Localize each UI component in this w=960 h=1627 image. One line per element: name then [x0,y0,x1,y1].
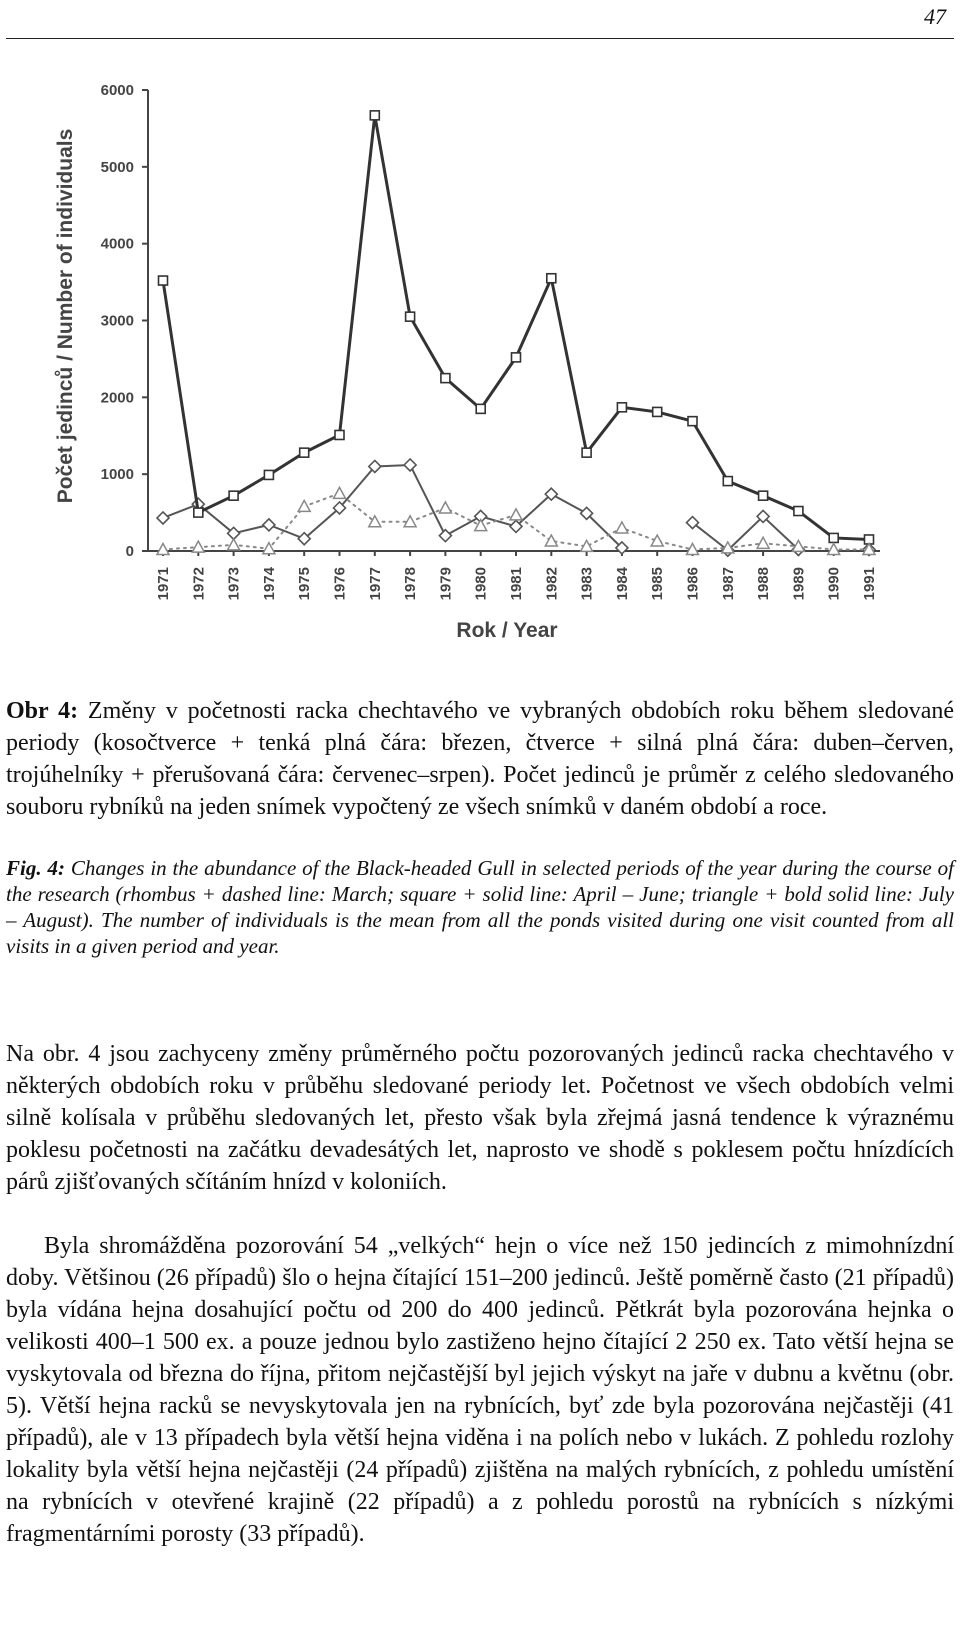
triangle-marker [439,502,451,513]
triangle-marker [510,509,522,520]
triangle-marker [616,522,628,533]
diamond-marker [157,512,169,524]
x-tick-label: 1985 [649,567,667,601]
square-marker [229,491,238,500]
square-marker [829,533,838,542]
x-axis-title: Rok / Year [456,619,558,642]
square-marker [794,507,803,516]
square-marker [512,353,521,362]
abundance-chart [54,70,920,670]
x-tick-label: 1979 [437,567,455,601]
y-tick-label: 0 [125,543,134,560]
x-tick-label: 1972 [190,567,208,601]
page-number: 47 [924,4,946,29]
square-marker [370,111,379,120]
diamond-marker [404,459,416,471]
triangle-marker [192,541,204,552]
square-marker [582,448,591,457]
square-marker [688,417,697,426]
x-tick-label: 1980 [472,567,490,601]
x-tick-label: 1975 [296,567,314,601]
triangle-marker [298,500,310,511]
x-tick-label: 1982 [543,567,561,601]
caption-czech-label: Obr 4: [6,698,79,724]
y-tick-label: 4000 [100,235,134,253]
square-marker [617,403,626,412]
caption-english-text: Changes in the abundance of the Black-headed Gull in selected periods of the year during the course of the research (rhombus + dashed line: March; square + solid line: April – June; triangle + bold solid line: July – August). The number of individuals is the mean from all the ponds visited during one visit counted from all visits in a given period and year. [6,856,954,958]
triangle-marker [475,520,487,531]
triangle-marker [228,539,240,550]
x-tick-label: 1989 [790,567,808,601]
y-tick-label: 5000 [100,158,134,176]
square-marker [406,312,415,321]
diamond-marker [263,519,275,531]
diamond-marker [439,530,451,542]
triangle-marker [828,543,840,554]
x-tick-label: 1983 [578,567,596,601]
x-tick-label: 1990 [825,567,843,601]
y-axis-title: Počet jedinců / Number of individuals [54,128,77,504]
header-rule [6,38,954,39]
caption-english-label: Fig. 4: [6,856,65,880]
square-marker [547,274,556,283]
square-marker [335,430,344,439]
x-tick-label: 1984 [613,567,631,601]
x-tick-label: 1988 [755,567,773,601]
x-tick-label: 1977 [366,567,384,601]
body-paragraph-1: Na obr. 4 jsou zachyceny změny průměrného počtu pozorovaných jedinců racka chechtavého v některých obdobích roku v průběhu sledované periody let. Početnost ve všech obdobích velmi silně kolísala v průběhu sledovaných let, přesto však byla zřejmá jasná tendence k výraznému poklesu početnosti na začátku devadesátých let, naprosto ve shodě s poklesem počtu hnízdících párů zjišťovaných sčítáním hnízd v koloniích. [6,1041,954,1195]
body-paragraph-2: Byla shromážděna pozorování 54 „velkých“ hejn o více než 150 jedincích z mimohnízdní doby. Většinou (26 případů) šlo o hejna čítající 151–200 jedinců. Ještě poměrně často (21 případů) byla vídána hejna dosahující počtu od 200 do 400 jedinců. Pětkrát byla pozorována hejnka o velikosti 400–1 500 ex. a pouze jednou bylo zastiženo hejno čítající 2 250 ex. Tato větší hejna se vyskytovala od března do října, přitom nejčastější byl jejich výskyt na jaře v dubnu a květnu (obr. 5). Větší hejna racků se nevyskytovala jen na rybnících, byť zde byla pozorována nejčastěji (41 případů), ale v 13 případech byla větší hejna viděna i na polích nebo v lukách. Z pohledu rozlohy lokality byla větší hejna nejčastěji (24 případů) zjištěna na malých rybnících, z pohledu umístění na rybnících v otevřené krajině (22 případů) a z pohledu porostů na rybnících s nízkými fragmentárními porosty (33 případů). [6,1233,954,1547]
y-tick-label: 6000 [100,82,134,99]
triangle-marker [334,487,346,498]
x-tick-label: 1981 [508,567,525,601]
chart-svg [54,70,920,670]
square-marker [441,374,450,383]
caption-czech-text: Změny v početnosti racka chechtavého ve vybraných obdobích roku během sledované periody (kosočtverce + tenká plná čára: březen, čtverce + silná plná čára: duben–červen, trojúhelníky + přerušovaná čára: červenec–srpen). Počet jedinců je průměr z celého sledovaného souboru rybníků na jeden snímek vypočtený ze všech snímků v daném období a roce. [6,698,954,820]
x-tick-label: 1987 [719,567,737,601]
x-tick-label: 1973 [225,567,243,601]
x-tick-label: 1974 [260,567,278,601]
figure-caption-czech [6,695,954,823]
square-marker [159,276,168,285]
x-tick-label: 1971 [155,567,172,601]
triangle-marker [545,535,557,546]
x-tick-label: 1978 [402,567,420,601]
square-marker [476,404,485,413]
y-tick-label: 1000 [100,466,134,484]
square-marker [194,508,203,517]
square-marker [264,470,273,479]
y-tick-label: 2000 [100,389,134,407]
figure-caption-english [6,855,954,959]
chart-series [157,111,875,556]
square-marker [723,477,732,486]
x-tick-label: 1986 [684,567,702,601]
square-marker [759,491,768,500]
triangle-marker [757,537,769,548]
triangle-marker [157,543,169,554]
square-marker [300,448,309,457]
square-marker [653,407,662,416]
x-tick-label: 1976 [331,567,349,601]
x-tick-label: 1991 [861,567,878,601]
series-0-line [693,516,799,550]
y-tick-label: 3000 [100,312,134,330]
